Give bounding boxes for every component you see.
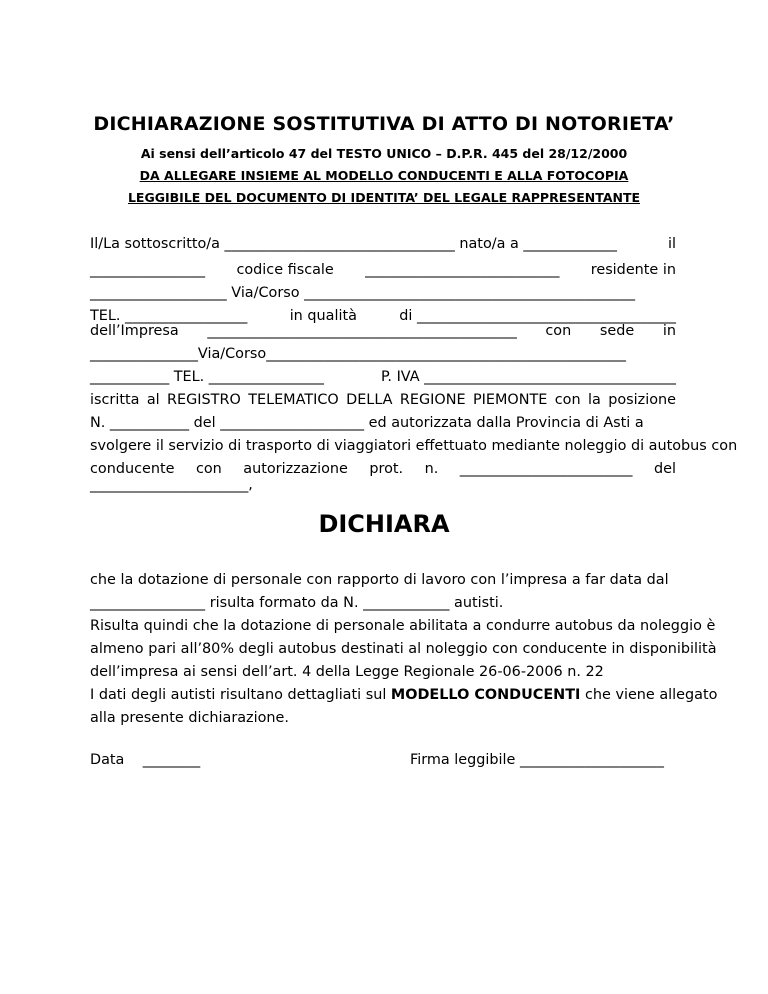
form-word: TELEMATICO: [248, 392, 339, 408]
form-line-12[interactable]: ______________________,: [90, 477, 253, 493]
form-word: DELLA: [346, 392, 393, 408]
sottoscritto-field[interactable]: Il/La sottoscritto/a ________________________________ nato/a a _____________: [90, 236, 617, 252]
form-word: codice fiscale: [236, 262, 334, 278]
form-word: al: [146, 392, 160, 408]
attachment-instruction-1: DA ALLEGARE INSIEME AL MODELLO CONDUCENTI E ALLA FOTOCOPIA: [139, 168, 629, 183]
form-line-7: [90, 368, 676, 386]
document-title: DICHIARAZIONE SOSTITUTIVA DI ATTO DI NOTORIETA’: [93, 113, 675, 135]
form-line-2: [90, 261, 676, 279]
form-word: del: [653, 461, 676, 477]
form-line-6[interactable]: _______________Via/Corso__________________________________________________: [90, 346, 626, 362]
signature-field[interactable]: Firma leggibile ____________________: [410, 752, 664, 768]
body-line-5: dell’impresa ai sensi dell’art. 4 della Legge Regionale 26-06-2006 n. 22: [90, 664, 604, 680]
form-word: in qualità: [289, 308, 357, 324]
form-word: n.: [424, 461, 439, 477]
form-word: REGIONE: [399, 392, 466, 408]
form-word: REGISTRO: [167, 392, 241, 408]
form-word: PIEMONTE: [472, 392, 548, 408]
date-label: Data: [90, 752, 125, 768]
attachment-instruction-2: LEGGIBILE DEL DOCUMENTO DI IDENTITA’ DEL LEGALE RAPPRESENTANTE: [127, 190, 641, 205]
vat-field[interactable]: P. IVA ___________________________________: [380, 369, 676, 385]
form-word: la: [588, 392, 601, 408]
form-word: in: [662, 323, 676, 339]
form-word: autorizzazione: [243, 461, 348, 477]
protocol-number-field[interactable]: ________________________: [459, 461, 633, 477]
body-line-1: che la dotazione di personale con rapporto di lavoro con l’impresa a far data dal: [90, 572, 669, 588]
form-line-8: [90, 391, 676, 409]
form-line-10: svolgere il servizio di trasporto di viaggiatori effettuato mediante noleggio di autobus con: [90, 438, 738, 454]
role-field[interactable]: di ____________________________________: [399, 308, 676, 324]
company-phone-field[interactable]: ___________ TEL. ________________: [90, 369, 324, 385]
form-word: iscritta: [90, 392, 140, 408]
legal-reference: Ai sensi dell’articolo 47 del TESTO UNICO – D.P.R. 445 del 28/12/2000: [140, 146, 628, 161]
birth-date-field[interactable]: ________________: [90, 262, 206, 278]
form-line-5: [90, 322, 676, 340]
form-word: sede: [599, 323, 635, 339]
body-line-2[interactable]: ________________ risulta formato da N. ____________ autisti.: [90, 595, 504, 611]
company-field[interactable]: ___________________________________________: [207, 323, 517, 339]
form-word: il: [668, 236, 676, 252]
dichiara-heading: DICHIARA: [318, 510, 450, 538]
form-word: posizione: [608, 392, 676, 408]
form-line-9[interactable]: N. ___________ del ____________________ ed autorizzata dalla Provincia di Asti a: [90, 415, 644, 431]
form-word: con: [545, 323, 572, 339]
form-line-1: [90, 235, 676, 253]
tax-code-field[interactable]: ___________________________: [365, 262, 560, 278]
date-section: [90, 751, 200, 769]
body-line-3: Risulta quindi che la dotazione di personale abilitata a condurre autobus da noleggio è: [90, 618, 716, 634]
form-word: residente in: [590, 262, 676, 278]
form-word: prot.: [369, 461, 404, 477]
form-word: con: [195, 461, 222, 477]
modello-conducenti-label: MODELLO CONDUCENTI: [390, 687, 581, 703]
body-text: I dati degli autisti risultano dettagliati sul: [90, 687, 391, 703]
form-word: conducente: [90, 461, 175, 477]
body-text: che viene allegato: [580, 687, 718, 703]
form-word: dell’Impresa: [90, 323, 179, 339]
form-word: con: [554, 392, 581, 408]
body-line-4: almeno pari all’80% degli autobus destinati al noleggio con conducente in disponibilità: [90, 641, 717, 657]
body-line-6: [90, 686, 718, 704]
date-field[interactable]: ________: [142, 752, 201, 768]
phone-field[interactable]: TEL. _________________: [90, 308, 248, 324]
body-line-7: alla presente dichiarazione.: [90, 710, 289, 726]
form-line-3[interactable]: ___________________ Via/Corso ______________________________________________: [90, 285, 636, 301]
